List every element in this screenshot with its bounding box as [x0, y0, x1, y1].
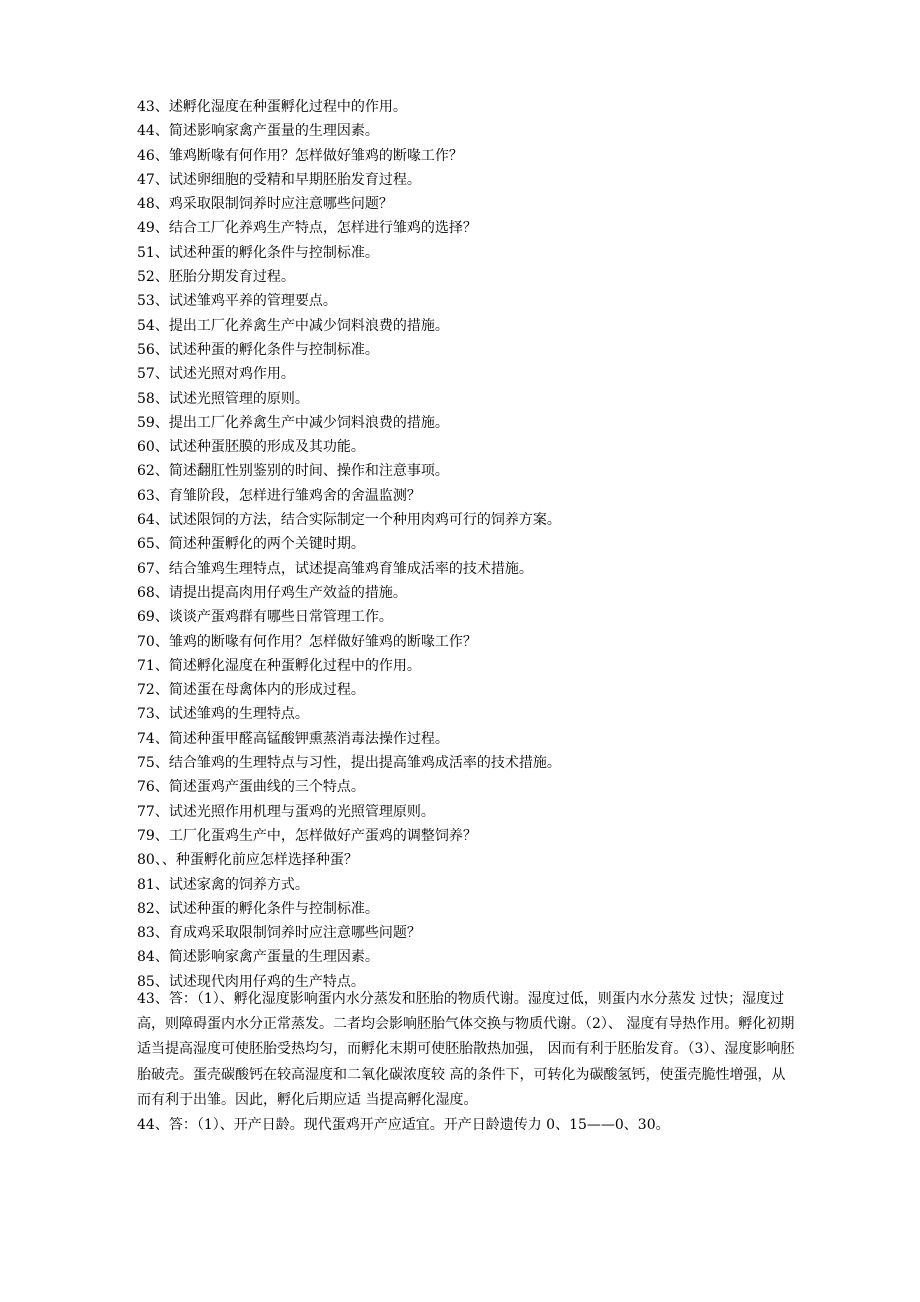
question-item: 44、简述影响家禽产蛋量的生理因素。	[137, 123, 379, 140]
question-item: 73、试述雏鸡的生理特点。	[137, 706, 309, 723]
question-item: 84、简述影响家禽产蛋量的生理因素。	[137, 949, 379, 966]
question-item: 64、试述限饲的方法，结合实际制定一个种用肉鸡可行的饲养方案。	[137, 512, 561, 529]
question-item: 60、试述种蛋胚膜的形成及其功能。	[137, 439, 365, 456]
question-item: 43、述孵化湿度在种蛋孵化过程中的作用。	[137, 99, 407, 115]
question-item: 63、育雏阶段，怎样进行雏鸡舍的舍温监测？	[137, 487, 421, 504]
question-item: 46、雏鸡断喙有何作用？怎样做好雏鸡的断喙工作？	[137, 147, 463, 164]
question-item: 53、试述雏鸡平养的管理要点。	[137, 293, 337, 310]
question-item: 52、胚胎分期发育过程。	[137, 269, 295, 286]
question-item: 74、简述种蛋甲醛高锰酸钾熏蒸消毒法操作过程。	[137, 730, 449, 747]
answer-section	[137, 987, 797, 1138]
question-item: 49、结合工厂化养鸡生产特点，怎样进行雏鸡的选择？	[137, 220, 477, 237]
question-item: 59、提出工厂化养禽生产中减少饲料浪费的措施。	[137, 414, 449, 431]
question-item: 77、试述光照作用机理与蛋鸡的光照管理原则。	[137, 803, 435, 820]
question-item: 48、鸡采取限制饲养时应注意哪些问题？	[137, 196, 393, 213]
question-list	[137, 95, 797, 994]
question-item: 56、试述种蛋的孵化条件与控制标准。	[137, 341, 379, 358]
question-item: 51、试述种蛋的孵化条件与控制标准。	[137, 244, 379, 261]
question-item: 72、简述蛋在母禽体内的形成过程。	[137, 682, 365, 699]
question-item: 79、工厂化蛋鸡生产中，怎样做好产蛋鸡的调整饲养？	[137, 827, 477, 844]
question-item: 82、试述种蛋的孵化条件与控制标准。	[137, 900, 379, 917]
question-item: 69、谈谈产蛋鸡群有哪些日常管理工作。	[137, 609, 393, 626]
question-item: 62、简述翻肛性别鉴别的时间、操作和注意事项。	[137, 463, 449, 480]
question-item: 58、试述光照管理的原则。	[137, 390, 309, 407]
question-item: 68、请提出提高肉用仔鸡生产效益的措施。	[137, 584, 407, 601]
question-item: 76、简述蛋鸡产蛋曲线的三个特点。	[137, 779, 365, 796]
question-item: 85、试述现代肉用仔鸡的生产特点。	[137, 973, 365, 990]
question-item: 54、提出工厂化养禽生产中减少饲料浪费的措施。	[137, 317, 449, 334]
question-item: 81、试述家禽的饲养方式。	[137, 876, 309, 893]
answer-paragraph: 43、答：（1）、孵化湿度影响蛋内水分蒸发和胚胎的物质代谢。湿度过低，则蛋内水分蒸发 过快；湿度过高，则障碍蛋内水分正常蒸发。二者均会影响胚胎气体交换与物质代谢。（2）、 湿度有导热作用。孵化初期适当提高湿度可使胚胎受热均匀，而孵化末期可使胚胎散热加强， 因而有利于胚胎发育。（3）、湿度影响胚胎破壳。蛋壳碳酸钙在较高湿度和二氧化碳浓度较 高的条件下，可转化为碳酸氢钙，使蛋壳脆性增强，从而有利于出雏。因此，孵化后期应适 当提高孵化湿度。	[137, 991, 795, 1108]
question-item: 83、育成鸡采取限制饲养时应注意哪些问题？	[137, 925, 421, 942]
question-item: 57、试述光照对鸡作用。	[137, 366, 295, 383]
question-item: 65、简述种蛋孵化的两个关键时期。	[137, 536, 365, 553]
question-item: 70、雏鸡的断喙有何作用？怎样做好雏鸡的断喙工作？	[137, 633, 477, 650]
question-item: 71、简述孵化湿度在种蛋孵化过程中的作用。	[137, 657, 421, 674]
question-item: 80、、种蛋孵化前应怎样选择种蛋？	[137, 852, 358, 869]
question-item: 67、结合雏鸡生理特点，试述提高雏鸡育雏成活率的技术措施。	[137, 560, 533, 577]
question-item: 75、结合雏鸡的生理特点与习性，提出提高雏鸡成活率的技术措施。	[137, 755, 561, 772]
question-item: 47、试述卵细胞的受精和早期胚胎发育过程。	[137, 171, 421, 188]
answer-paragraph: 44、答：（1）、开产日龄。现代蛋鸡开产应适宜。开产日龄遗传力 0、15——0、30。	[137, 1117, 670, 1134]
